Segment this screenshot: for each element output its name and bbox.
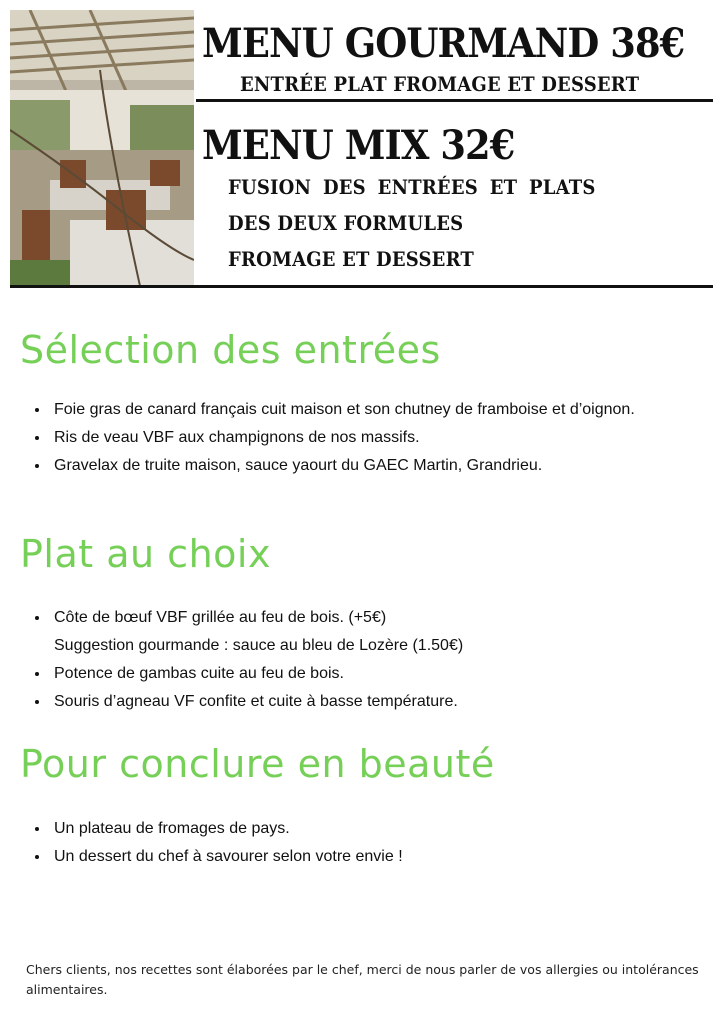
menu-header [10,10,713,288]
entrees-list [28,396,690,480]
menu-mix-title: MENU MIX 32€ [202,122,515,169]
list-item: • Un dessert du chef à savourer selon votre envie ! [50,843,690,871]
header-bottom-divider [10,285,713,288]
menu-mix-line-1: FUSION DES ENTRÉES ET PLATS [228,175,596,199]
terrace-photo [10,10,194,286]
menu-gourmand-description: ENTRÉE PLAT FROMAGE ET DESSERT [240,72,640,96]
menu-mix-line-3: FROMAGE ET DESSERT [228,247,474,271]
list-item-text: Côte de bœuf VBF grillée au feu de bois. (+5€) [54,609,387,626]
menu-mix-line-2: DES DEUX FORMULES [228,211,464,235]
list-item: • Potence de gambas cuite au feu de bois. [50,660,690,688]
list-item: • Un plateau de fromages de pays. [50,815,690,843]
suggestion-text: Suggestion gourmande : sauce au bleu de Lozère (1.50€) [54,637,464,654]
section-title-desserts: Pour conclure en beauté [20,742,495,786]
list-item: • Foie gras de canard français cuit maison et son chutney de framboise et d’oignon. [50,396,690,424]
desserts-list [28,815,690,871]
menu-gourmand-title: MENU GOURMAND 38€ [202,20,685,67]
list-item: • Souris d’agneau VF confite et cuite à basse température. [50,688,690,716]
section-title-plats: Plat au choix [20,532,271,576]
section-title-entrees: Sélection des entrées [20,328,441,372]
plats-list [28,604,690,716]
allergy-note: Chers clients, nos recettes sont élaborées par le chef, merci de nous parler de vos allergies ou intolérances alimentaires. [26,962,699,997]
list-item: • Ris de veau VBF aux champignons de nos massifs. [50,424,690,452]
list-item [50,604,690,660]
divider-line [196,99,713,102]
list-item: • Gravelax de truite maison, sauce yaourt du GAEC Martin, Grandrieu. [50,452,690,480]
